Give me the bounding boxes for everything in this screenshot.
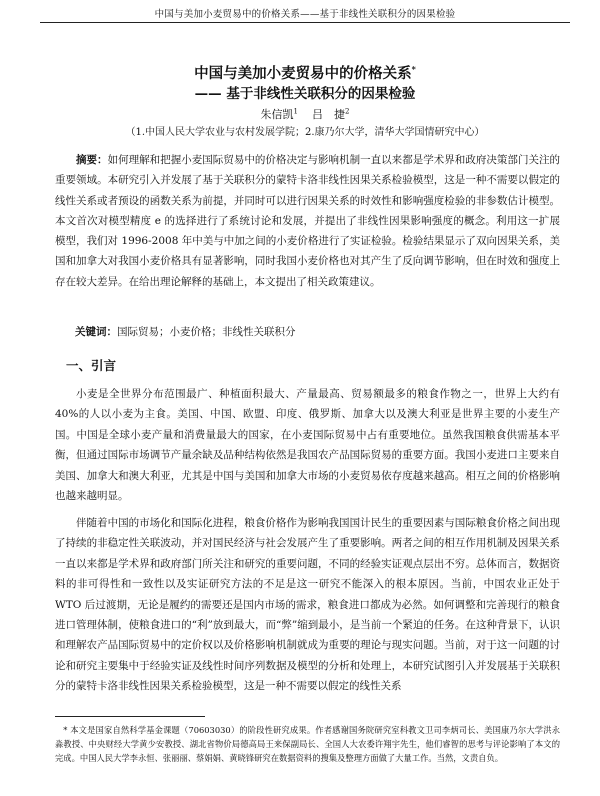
footnote-rule [55,716,205,717]
abstract-text: 如何理解和把握小麦国际贸易中的价格决定与影响机制一直以来都是学术界和政府决策部门关注的重要领域。本研究引入并发展了基于关联积分的蒙特卡洛非线性因果关系检验模型，这是一种不需要以假定的线性关系或者预设的函数关系为前提，并同时可以进行因果关系的时效性和影响强度检验的非参数估计模型。本文首次对模型精度 e 的选择进行了系统讨论和发展，并提出了非线性因果影响强度的概念。利用这一扩展模型，我们对 1996-2008 年中美与中加之间的小麦价格进行了实证检验。检验结果显示了双向因果关系，美国和加拿大对我国小麦价格具有显著影响，同时我国小麦价格也对其产生了反向调节影响，但在时效和强度上存在较大差异。在给出理论解释的基础上，本文提出了相关政策建议。 [55,154,561,288]
author-2-affil-mark: 2 [345,107,350,116]
author-1: 朱信凯 [260,108,294,121]
author-1-affil-mark: 1 [293,107,298,116]
authors [40,106,570,122]
title-text: 中国与美加小麦贸易中的价格关系 [194,65,412,82]
affiliations: （1.中国人民大学农业与农村发展学院；2.康乃尔大学，清华大学国情研究中心） [125,127,485,138]
section-heading-introduction: 一、引言 [66,358,117,373]
keywords-text: 国际贸易；小麦价格；非线性关联积分 [117,326,296,338]
author-2: 吕 捷 [312,108,345,121]
title-footnote-mark: * [411,64,416,75]
header-rule [40,22,570,23]
paper-subtitle: —— 基于非线性关联积分的因果检验 [194,86,416,102]
keywords [75,324,560,339]
paper-title [40,62,570,83]
running-header: 中国与美加小麦贸易中的价格关系——基于非线性关联积分的因果检验 [154,9,456,20]
body-paragraph-2: 伴随着中国的市场化和国际化进程，粮食价格作为影响我国国计民生的重要因素与国际粮食价格之间出现了持续的非稳定性关联波动，并对国民经济与社会发展产生了重要影响。两者之间的相互作用机制及因果关系一直以来都是学术界和政府部门所关注和研究的重要问题，不同的经验实证观点层出不穷。总体而言，数据资料的非可得性和一致性以及实证研究方法的不足是这一研究不能深入的根本原因。当前，中国农业正处于 WTO 后过渡期，无论是履约的需要还是国内市场的需求，粮食进口都成为必然。如何调整和完善现行的粮食进口管理体制，使粮食进口的“利”放到最大，而“弊”缩到最小，是当前一个紧迫的任务。在这种背景下，认识和理解农产品国际贸易中的定价权以及价格影响机制就成为重要的理论与现实问题。当前，对于这一问题的讨论和研究主要集中于经验实证及线性时间序列数据及模型的分析和处理上，本研究试图引入并发展基于关联积分的蒙特卡洛非线性因果关系检验模型，这是一种不需要以假定的线性关系 [55,517,560,693]
abstract [55,150,560,292]
keywords-label: 关键词： [75,326,117,338]
body-paragraph-1: 小麦是全世界分布范围最广、种植面积最大、产量最高、贸易额最多的粮食作物之一，世界上大约有40%的人以小麦为主食。美国、中国、欧盟、印度、俄罗斯、加拿大以及澳大利亚是世界主要的小麦生产国。中国是全球小麦产量和消费量最大的国家，在小麦国际贸易中占有重要地位。虽然我国粮食供需基本平衡，但通过国际市场调节产量余缺及品种结构依然是我国农产品国际贸易的重要方面。我国小麦进口主要来自美国、加拿大和澳大利亚，尤其是中国与美国和加拿大市场的小麦贸易依存度越来越高。相互之间的价格影响也越来越明显。 [55,388,560,503]
footnote: * 本文是国家自然科学基金课题（70603030）的阶段性研究成果。作者感谢国务院研究室科教文卫司李炳司长、美国康乃尔大学洪永淼教授、中央财经大学黄少安教授、湖北省物价局德高局王来保副局长、全国人大农委许翔宇先生，他们睿智的思考与评论影响了本文的完成。中国人民大学李永恒、张丽丽、蔡娟娟、黄晓锋研究在数据资料的搜集及整理方面做了大量工作。当然，文责自负。 [55,725,560,763]
abstract-label: 摘要： [76,154,108,166]
